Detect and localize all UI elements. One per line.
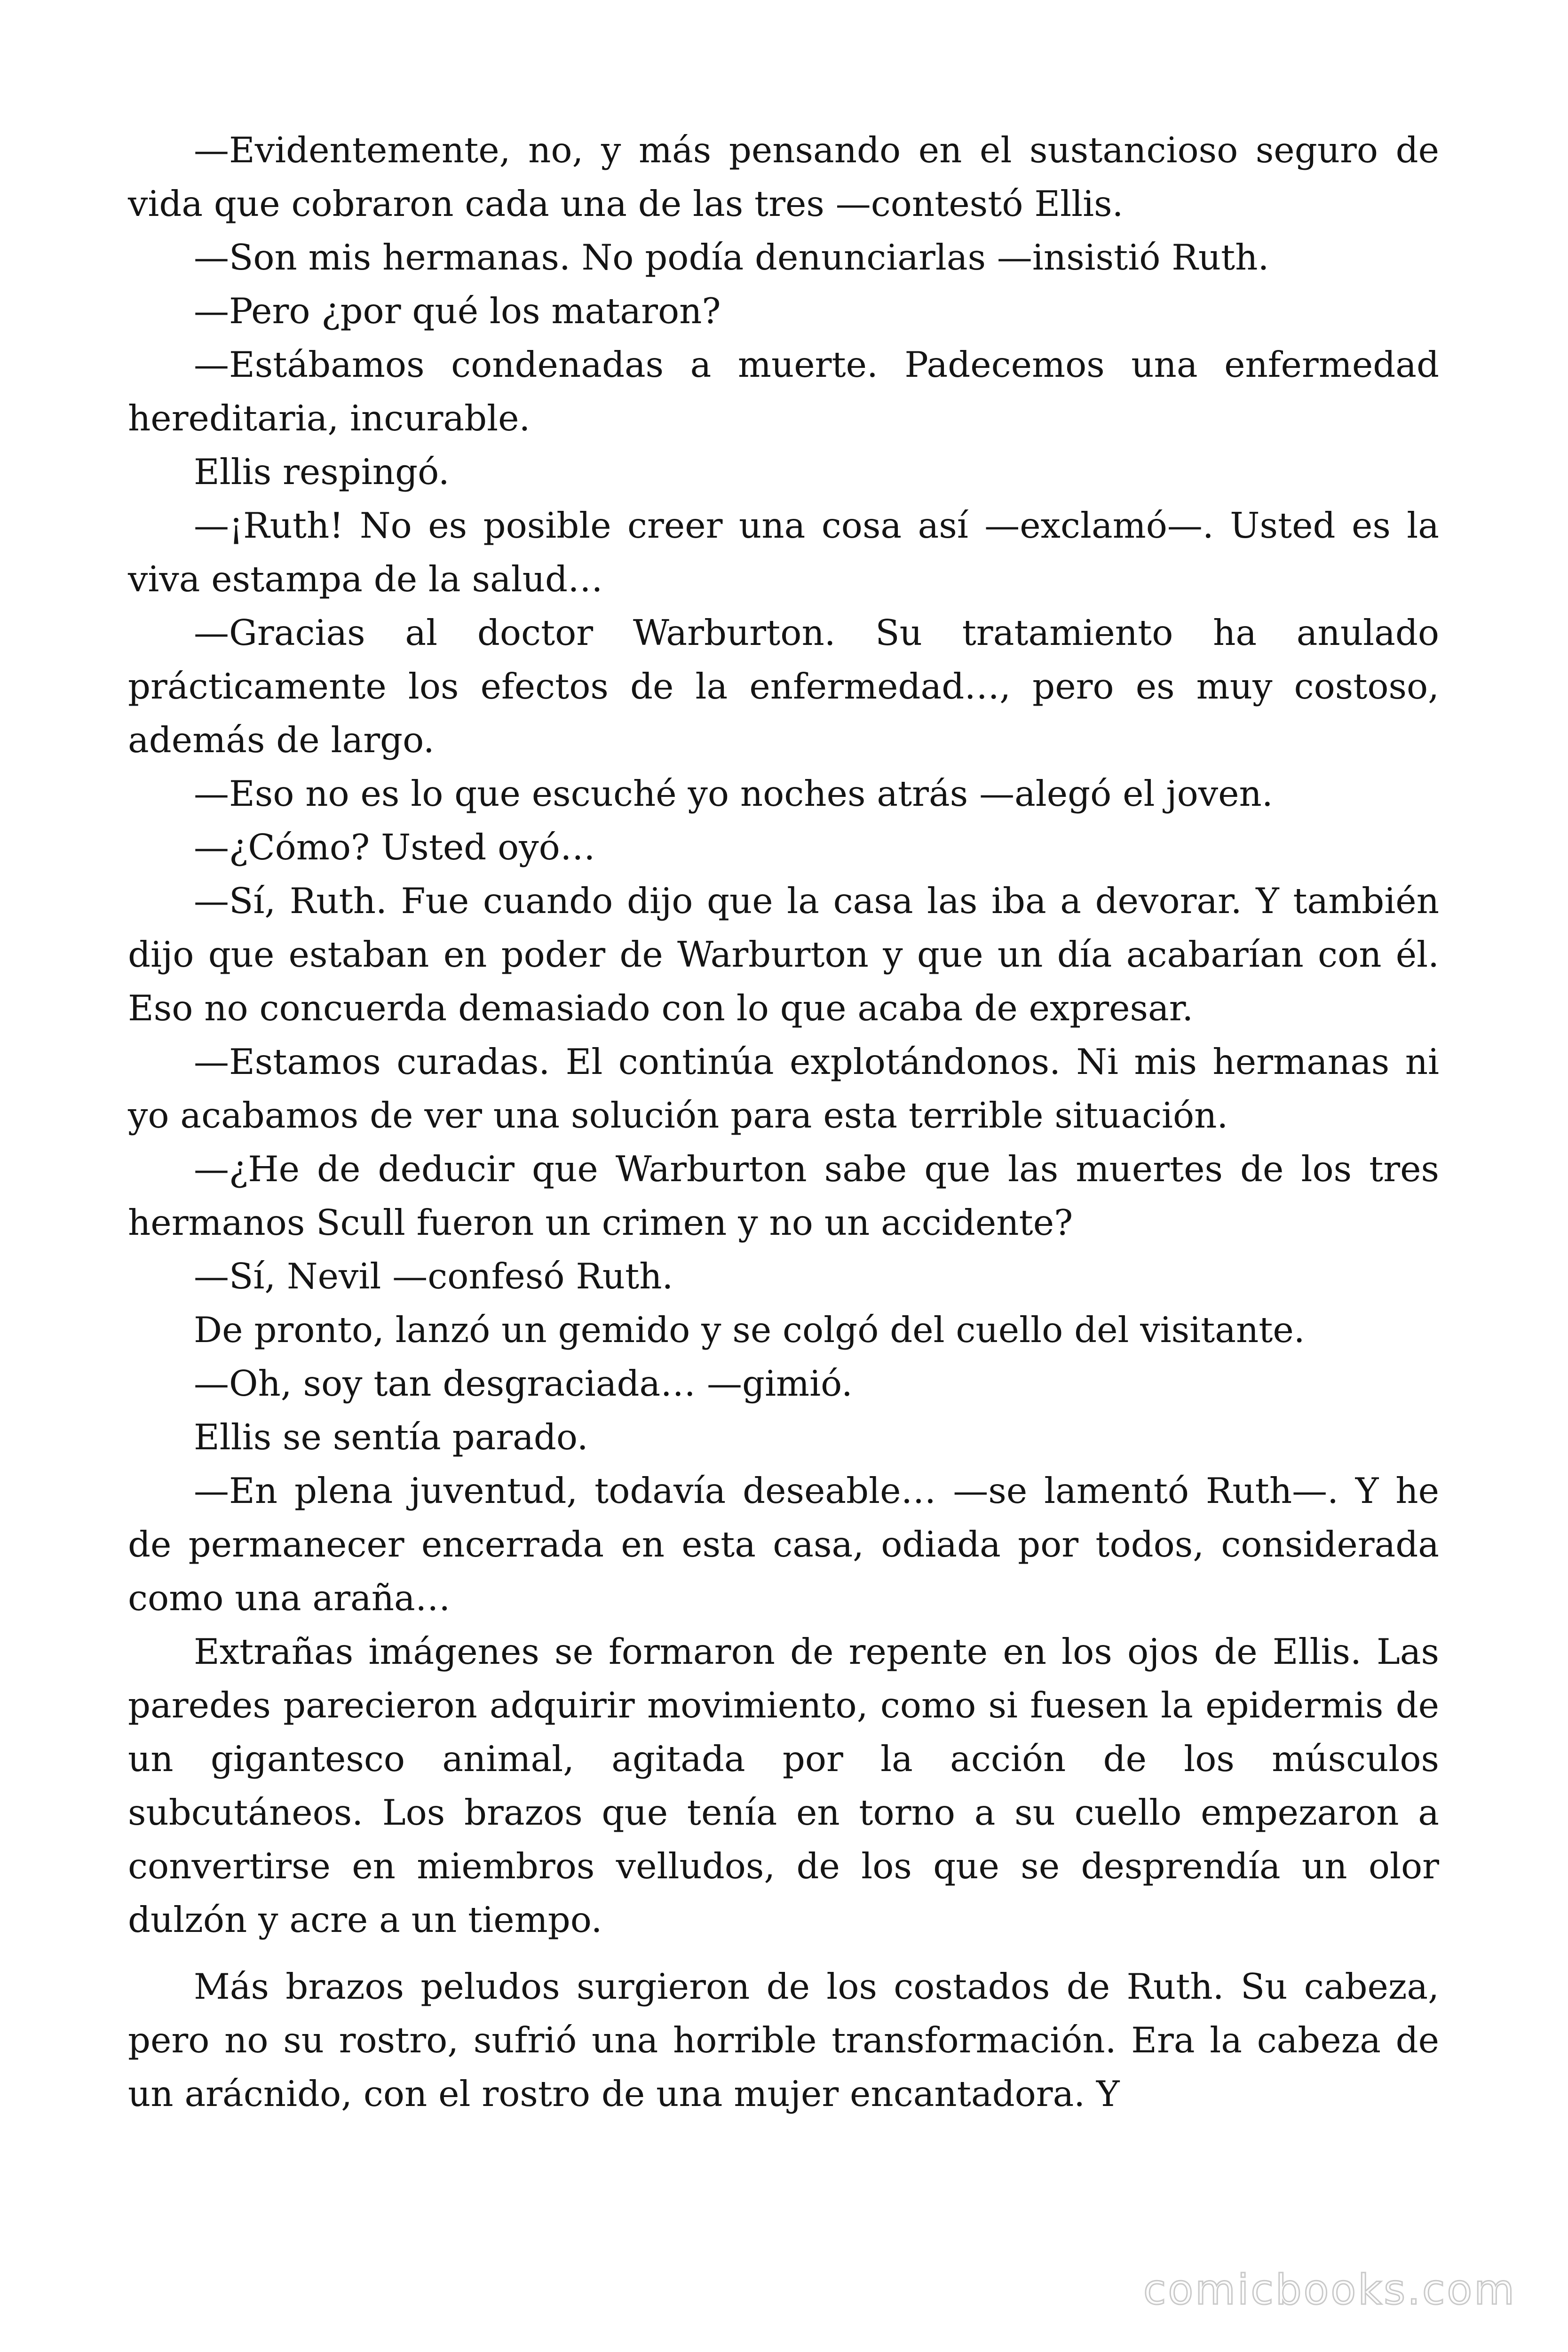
watermark: comicbooks.com xyxy=(1143,2265,1516,2314)
paragraph: —Oh, soy tan desgraciada… —gimió. xyxy=(194,1363,853,1404)
paragraph: —Son mis hermanas. No podía denunciarlas —insistió Ruth. xyxy=(194,237,1269,278)
paragraph: —¿Cómo? Usted oyó… xyxy=(194,826,595,868)
paragraph: —Estábamos condenadas a muerte. Padecemos una enfermedad hereditaria, incurable. xyxy=(128,344,1439,439)
paragraph: —¡Ruth! No es posible creer una cosa así —exclamó—. Usted es la viva estampa de la salud… xyxy=(128,505,1439,600)
paragraph: —Estamos curadas. El continúa explotándonos. Ni mis hermanas ni yo acabamos de ver una solución para esta terrible situación. xyxy=(128,1041,1439,1136)
paragraph: —Eso no es lo que escuché yo noches atrás —alegó el joven. xyxy=(194,773,1273,814)
paragraph: Extrañas imágenes se formaron de repente en los ojos de Ellis. Las paredes parecieron adquirir movimiento, como si fuesen la epidermis de un gigantesco animal, agitada por la acción de los músculos subcutáneos. Los brazos que tenía en torno a su cuello empezaron a convertirse en miembros velludos, de los que se desprendía un olor dulzón y acre a un tiempo. xyxy=(128,1631,1439,1940)
paragraph: Ellis se sentía parado. xyxy=(194,1416,588,1458)
paragraph: —Gracias al doctor Warburton. Su tratamiento ha anulado prácticamente los efectos de la enfermedad…, pero es muy costoso, además de largo. xyxy=(128,612,1439,761)
paragraph: —Sí, Nevil —confesó Ruth. xyxy=(194,1255,673,1297)
paragraph: —Evidentemente, no, y más pensando en el sustancioso seguro de vida que cobraron cada una de las tres —contestó Ellis. xyxy=(128,129,1439,224)
paragraph: —En plena juventud, todavía deseable… —se lamentó Ruth—. Y he de permanecer encerrada en esta casa, odiada por todos, considerada como una araña… xyxy=(128,1470,1439,1619)
paragraph: —¿He de deducir que Warburton sabe que las muertes de los tres hermanos Scull fueron un crimen y no un accidente? xyxy=(128,1148,1439,1243)
body-text xyxy=(128,123,1439,2121)
paragraph: Ellis respingó. xyxy=(194,451,450,493)
paragraph: —Sí, Ruth. Fue cuando dijo que la casa las iba a devorar. Y también dijo que estaban en poder de Warburton y que un día acabarían con él. Eso no concuerda demasiado con lo que acaba de expresar. xyxy=(128,880,1439,1029)
paragraph: De pronto, lanzó un gemido y se colgó del cuello del visitante. xyxy=(194,1309,1305,1351)
paragraph: Más brazos peludos surgieron de los costados de Ruth. Su cabeza, pero no su rostro, sufrió una horrible transformación. Era la cabeza de un arácnido, con el rostro de una mujer encantadora. Y xyxy=(128,1966,1439,2114)
paragraph: —Pero ¿por qué los mataron? xyxy=(194,290,721,332)
